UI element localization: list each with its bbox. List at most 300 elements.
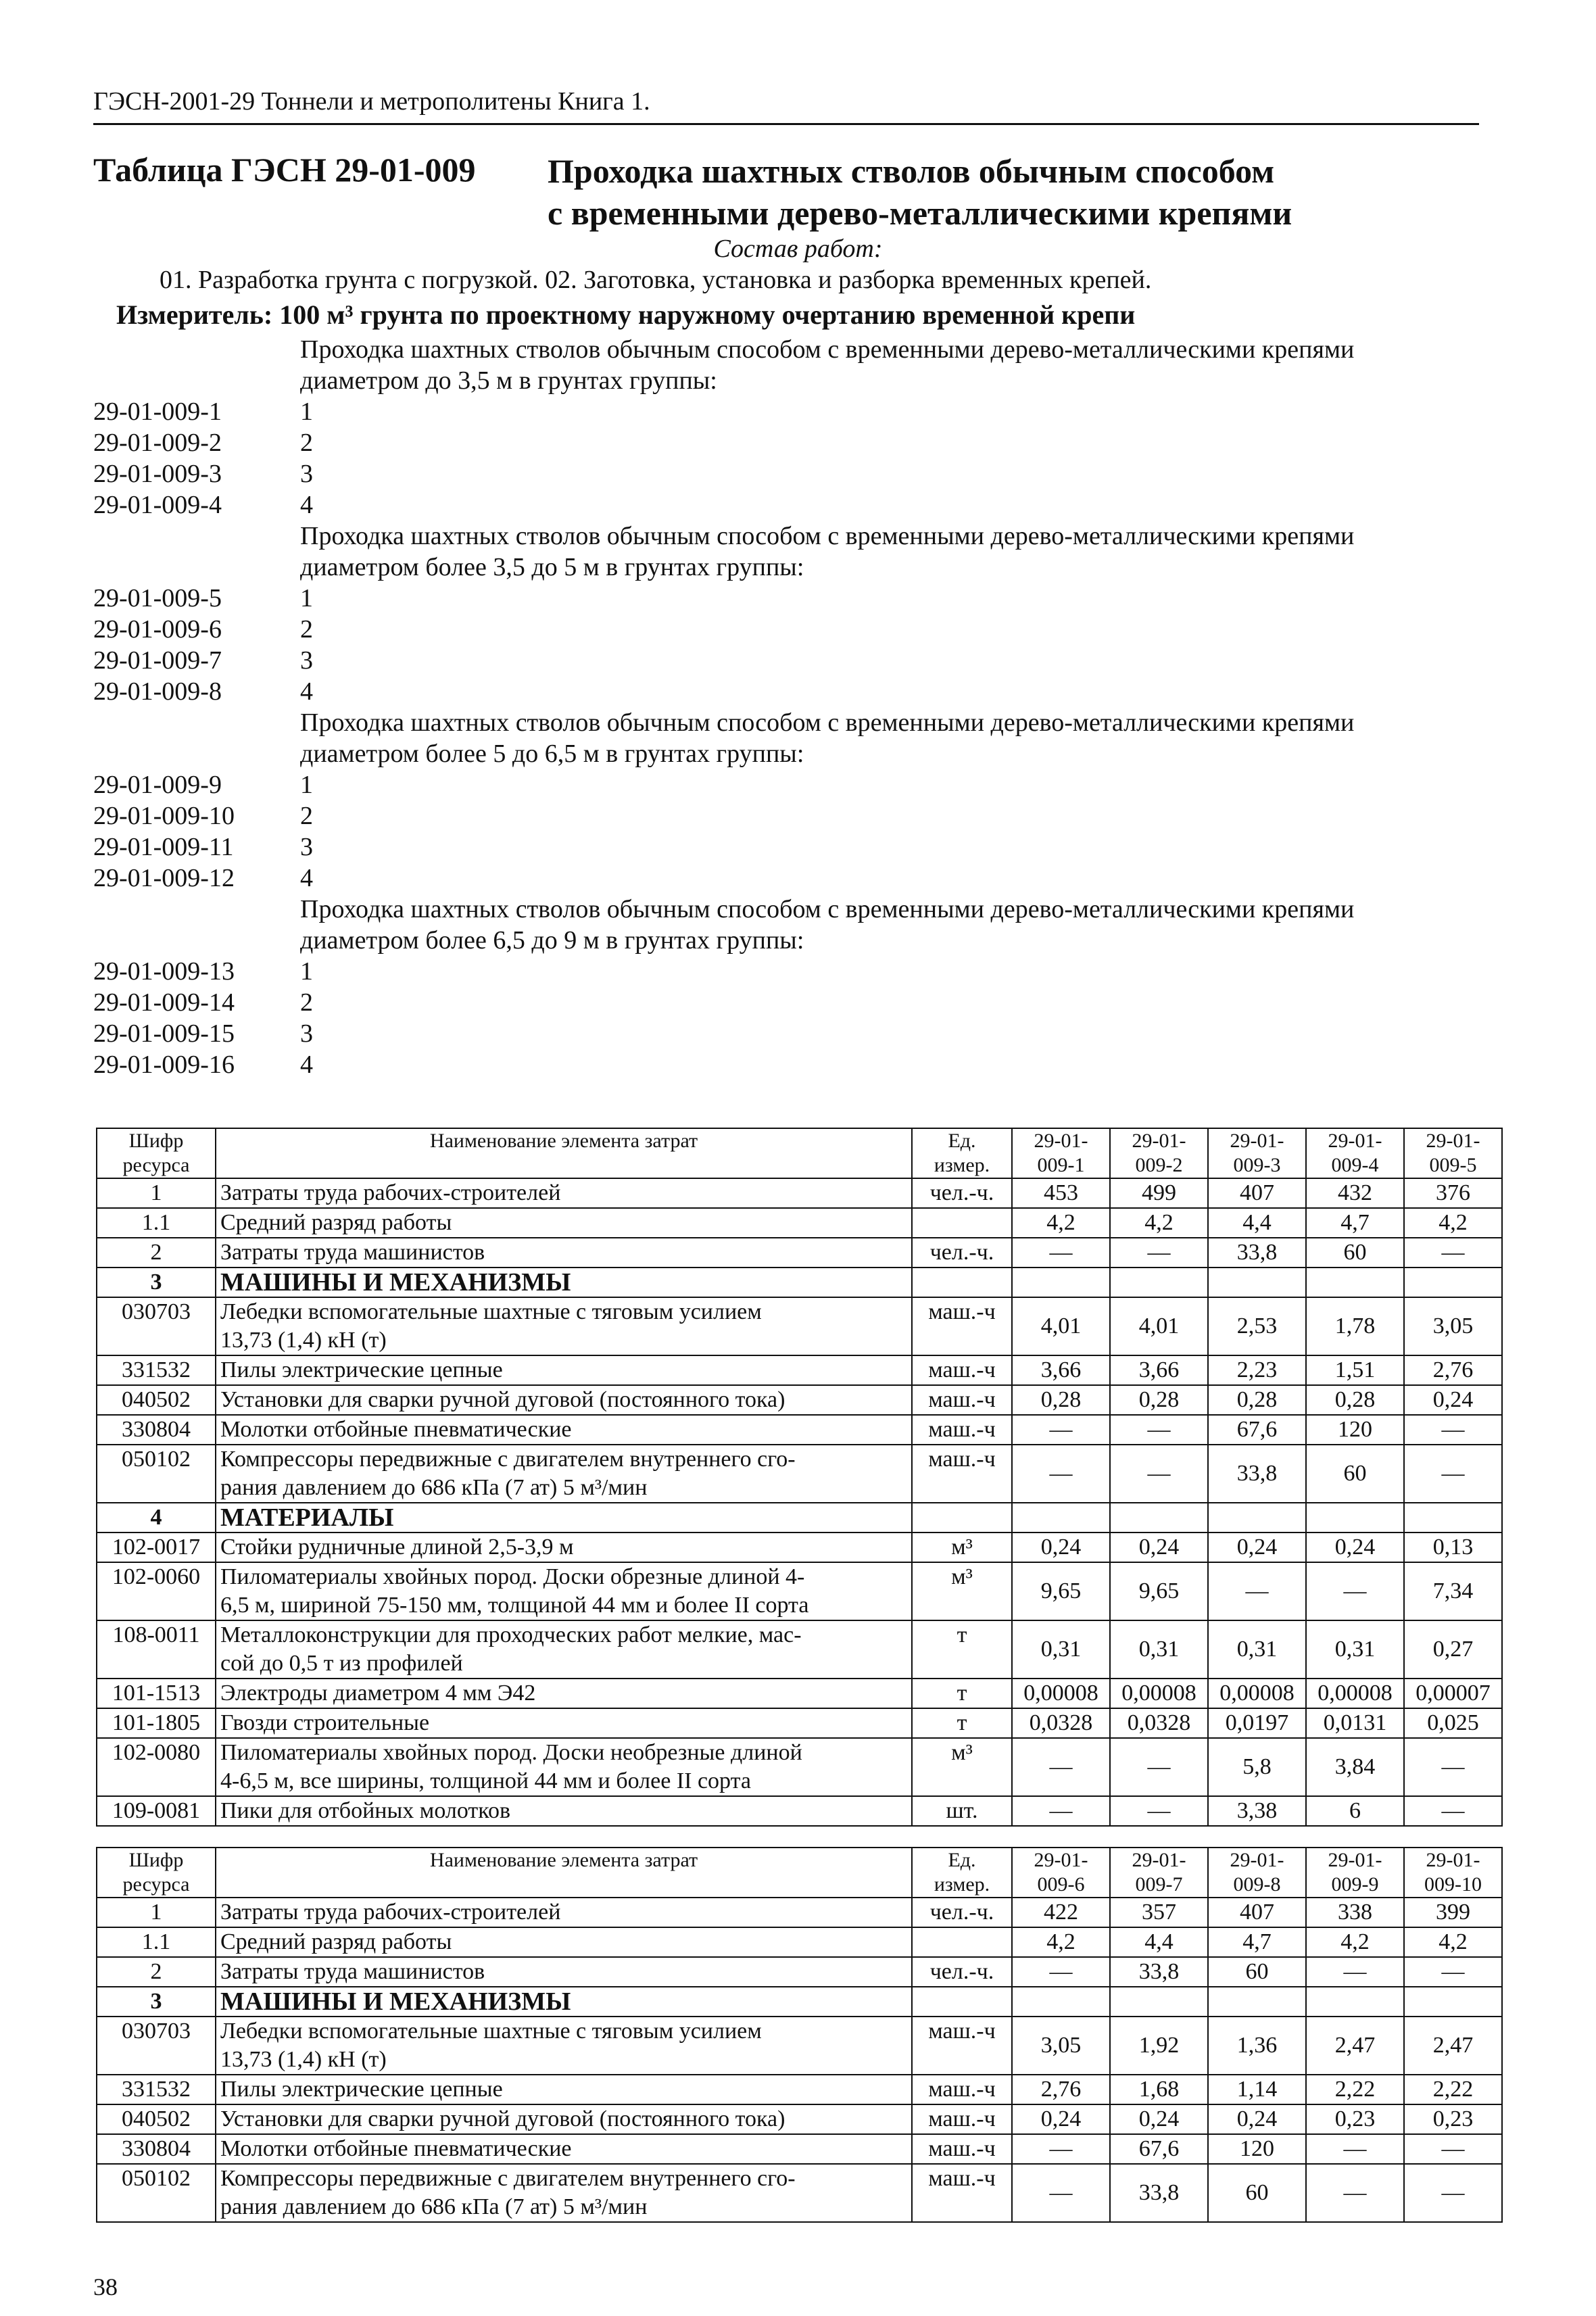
variant-soil-group: 2 xyxy=(300,615,313,644)
header-unit-line: измер. xyxy=(934,1154,990,1176)
resource-code: 3 xyxy=(97,1987,216,2017)
resource-value: 407 xyxy=(1208,1178,1306,1208)
resource-value: 0,00008 xyxy=(1110,1679,1208,1708)
header-norm-line: 009-3 xyxy=(1233,1154,1281,1176)
table-row xyxy=(97,1562,1502,1620)
resource-value: 0,00008 xyxy=(1306,1679,1404,1708)
resource-value: — xyxy=(1110,1415,1208,1445)
table-section-row xyxy=(97,1503,1502,1533)
resource-value: 60 xyxy=(1306,1445,1404,1503)
table-row xyxy=(97,1415,1502,1445)
resource-code: 040502 xyxy=(97,2104,216,2134)
header-norm-code xyxy=(1404,1128,1502,1178)
resource-value: — xyxy=(1012,1238,1110,1268)
resource-value: 0,24 xyxy=(1404,1385,1502,1415)
resource-value: 0,24 xyxy=(1012,1533,1110,1562)
group-description: диаметром более 5 до 6,5 м в грунтах группы: xyxy=(300,740,804,768)
resource-value xyxy=(1012,1987,1110,2017)
resource-value: 9,65 xyxy=(1012,1562,1110,1620)
resource-name-line: сой до 0,5 т из профилей xyxy=(220,1651,463,1676)
resource-name-line: МАШИНЫ И МЕХАНИЗМЫ xyxy=(220,1268,571,1297)
variant-group xyxy=(93,521,1486,707)
resource-value: — xyxy=(1404,2164,1502,2222)
variant-row xyxy=(93,614,1486,645)
header-rule xyxy=(93,123,1479,125)
resource-value xyxy=(1208,1503,1306,1533)
resource-value: 4,2 xyxy=(1306,1927,1404,1957)
resource-value: 60 xyxy=(1208,2164,1306,2222)
table-title-line: с временными дерево-металлическими крепями xyxy=(548,194,1292,232)
resource-name-line: рания давлением до 686 кПа (7 ат) 5 м³/мин xyxy=(220,1475,648,1500)
resource-value xyxy=(1110,1268,1208,1297)
resource-code: 330804 xyxy=(97,2134,216,2164)
table-row xyxy=(97,1679,1502,1708)
variant-soil-group: 1 xyxy=(300,584,313,612)
header-norm-line: 009-10 xyxy=(1424,1873,1482,1896)
resource-name-line: 13,73 (1,4) кН (т) xyxy=(220,2047,387,2072)
resource-value: 1,78 xyxy=(1306,1297,1404,1355)
resource-unit: маш.-ч xyxy=(912,2104,1012,2134)
resource-code: 2 xyxy=(97,1238,216,1268)
resource-code: 101-1513 xyxy=(97,1679,216,1708)
variant-code: 29-01-009-4 xyxy=(93,491,222,519)
resource-value: — xyxy=(1110,1238,1208,1268)
resource-value: 0,28 xyxy=(1110,1385,1208,1415)
group-description: диаметром более 3,5 до 5 м в грунтах группы: xyxy=(300,553,804,581)
resource-value: 0,00008 xyxy=(1208,1679,1306,1708)
header-norm-code xyxy=(1110,1128,1208,1178)
variant-row xyxy=(93,458,1486,489)
header-unit xyxy=(912,1848,1012,1898)
header-code-line: ресурса xyxy=(122,1873,190,1896)
resource-value: 33,8 xyxy=(1208,1238,1306,1268)
resource-value: — xyxy=(1306,2164,1404,2222)
resource-value: 3,84 xyxy=(1306,1738,1404,1796)
resource-value: — xyxy=(1208,1562,1306,1620)
variant-soil-group: 1 xyxy=(300,957,313,986)
resource-value: 0,24 xyxy=(1306,1533,1404,1562)
resource-name xyxy=(216,1385,912,1415)
table-title xyxy=(548,150,1292,234)
header-norm-code xyxy=(1404,1848,1502,1898)
header-norm-code xyxy=(1306,1128,1404,1178)
resource-unit: маш.-ч xyxy=(912,1415,1012,1445)
variant-code: 29-01-009-5 xyxy=(93,584,222,612)
group-description: Проходка шахтных стволов обычным способом с временными дерево-металлическими крепями xyxy=(300,708,1355,737)
resource-value xyxy=(1012,1268,1110,1297)
resource-value: 0,24 xyxy=(1208,2104,1306,2134)
header-unit xyxy=(912,1128,1012,1178)
group-description: Проходка шахтных стволов обычным способом с временными дерево-металлическими крепями xyxy=(300,335,1355,364)
resource-name xyxy=(216,1796,912,1826)
variant-soil-group: 2 xyxy=(300,988,313,1017)
resource-name-line: Стойки рудничные длиной 2,5-3,9 м xyxy=(220,1535,574,1560)
resource-value: — xyxy=(1110,1738,1208,1796)
resource-value: 0,0328 xyxy=(1012,1708,1110,1738)
header-norm-code xyxy=(1208,1128,1306,1178)
resource-unit: маш.-ч xyxy=(912,1445,1012,1503)
header-norm-line: 009-7 xyxy=(1135,1873,1183,1896)
resource-value: 33,8 xyxy=(1110,1957,1208,1987)
resource-name-line: Металлоконструкции для проходческих работ мелкие, мас- xyxy=(220,1622,802,1647)
variant-code: 29-01-009-7 xyxy=(93,646,222,675)
resource-value: 0,28 xyxy=(1208,1385,1306,1415)
table-section-row xyxy=(97,1268,1502,1297)
resource-unit: м³ xyxy=(912,1738,1012,1796)
resource-value: — xyxy=(1404,1415,1502,1445)
resource-value: 3,05 xyxy=(1404,1297,1502,1355)
resource-name xyxy=(216,1987,912,2017)
resource-unit xyxy=(912,1927,1012,1957)
resource-value: — xyxy=(1404,2134,1502,2164)
header-norm-line: 009-1 xyxy=(1037,1154,1085,1176)
resource-value: 0,31 xyxy=(1306,1620,1404,1679)
resource-value: 0,00008 xyxy=(1012,1679,1110,1708)
variant-group xyxy=(93,334,1486,521)
group-description: диаметром до 3,5 м в грунтах группы: xyxy=(300,366,717,395)
table-header-row xyxy=(97,1848,1502,1898)
resource-code: 1 xyxy=(97,1178,216,1208)
variant-code: 29-01-009-6 xyxy=(93,615,222,644)
resource-name-line: Затраты труда рабочих-строителей xyxy=(220,1180,561,1205)
resource-value: 4,7 xyxy=(1208,1927,1306,1957)
resource-name xyxy=(216,1927,912,1957)
resource-value: 120 xyxy=(1306,1415,1404,1445)
resource-code: 101-1805 xyxy=(97,1708,216,1738)
resource-value: — xyxy=(1012,1738,1110,1796)
table-row xyxy=(97,1385,1502,1415)
variant-code: 29-01-009-3 xyxy=(93,460,222,488)
resource-name-line: Лебедки вспомогательные шахтные с тяговым усилием xyxy=(220,2019,762,2044)
variant-row xyxy=(93,1018,1486,1049)
resource-name xyxy=(216,1445,912,1503)
resource-value: 0,31 xyxy=(1012,1620,1110,1679)
resource-unit: чел.-ч. xyxy=(912,1957,1012,1987)
resource-value: 1,36 xyxy=(1208,2017,1306,2075)
resource-name-line: Средний разряд работы xyxy=(220,1929,452,1954)
resource-name xyxy=(216,2075,912,2104)
resource-name-line: 4-6,5 м, все ширины, толщиной 44 мм и более II сорта xyxy=(220,1768,751,1793)
resource-value: 0,23 xyxy=(1404,2104,1502,2134)
resource-value: 407 xyxy=(1208,1898,1306,1927)
variant-code: 29-01-009-12 xyxy=(93,864,235,892)
resource-name xyxy=(216,2134,912,2164)
resource-name-line: Молотки отбойные пневматические xyxy=(220,2136,572,2161)
variant-code: 29-01-009-15 xyxy=(93,1019,235,1048)
resource-unit: маш.-ч xyxy=(912,2017,1012,2075)
resource-value xyxy=(1306,1987,1404,2017)
variant-soil-group: 2 xyxy=(300,802,313,830)
resource-value xyxy=(1208,1987,1306,2017)
table-section-row xyxy=(97,1987,1502,2017)
table-row xyxy=(97,1445,1502,1503)
resource-name xyxy=(216,1355,912,1385)
resource-value: 0,24 xyxy=(1012,2104,1110,2134)
resource-unit: т xyxy=(912,1620,1012,1679)
work-composition-heading: Состав работ: xyxy=(713,235,883,263)
resource-unit: чел.-ч. xyxy=(912,1898,1012,1927)
resource-name xyxy=(216,1178,912,1208)
header-norm-line: 29-01- xyxy=(1132,1849,1186,1871)
resource-value: 357 xyxy=(1110,1898,1208,1927)
header-norm-line: 009-8 xyxy=(1233,1873,1281,1896)
resource-unit: маш.-ч xyxy=(912,1385,1012,1415)
table-row xyxy=(97,1957,1502,1987)
resource-name-line: Гвозди строительные xyxy=(220,1710,430,1735)
resource-name xyxy=(216,1238,912,1268)
resource-code: 331532 xyxy=(97,2075,216,2104)
resource-value: 376 xyxy=(1404,1178,1502,1208)
resource-value: 1,14 xyxy=(1208,2075,1306,2104)
resource-value: 3,05 xyxy=(1012,2017,1110,2075)
resource-name-line: 13,73 (1,4) кН (т) xyxy=(220,1328,387,1353)
resource-value: — xyxy=(1404,1796,1502,1826)
variant-row xyxy=(93,800,1486,831)
resource-value: — xyxy=(1012,1415,1110,1445)
table-row xyxy=(97,1355,1502,1385)
resource-value: — xyxy=(1306,1562,1404,1620)
resource-value: 60 xyxy=(1208,1957,1306,1987)
variant-soil-group: 3 xyxy=(300,460,313,488)
resource-value: 2,76 xyxy=(1404,1355,1502,1385)
variant-code: 29-01-009-16 xyxy=(93,1051,235,1079)
resource-name xyxy=(216,1297,912,1355)
header-norm-line: 009-2 xyxy=(1135,1154,1183,1176)
resource-value xyxy=(1110,1987,1208,2017)
table-header-row xyxy=(97,1128,1502,1178)
resource-value: 0,24 xyxy=(1208,1533,1306,1562)
resource-unit: м³ xyxy=(912,1562,1012,1620)
cost-table-1 xyxy=(96,1128,1503,1827)
resource-name-line: Пилы электрические цепные xyxy=(220,1357,503,1382)
resource-value: 2,22 xyxy=(1404,2075,1502,2104)
resource-value: — xyxy=(1306,1957,1404,1987)
resource-unit xyxy=(912,1208,1012,1238)
resource-code: 102-0017 xyxy=(97,1533,216,1562)
resource-code: 102-0060 xyxy=(97,1562,216,1620)
header-norm-code xyxy=(1208,1848,1306,1898)
resource-name xyxy=(216,1738,912,1796)
resource-name xyxy=(216,1957,912,1987)
header-norm-line: 29-01- xyxy=(1132,1130,1186,1152)
header-norm-line: 29-01- xyxy=(1426,1130,1480,1152)
header-code xyxy=(97,1128,216,1178)
table-row xyxy=(97,1533,1502,1562)
variant-row xyxy=(93,863,1486,894)
resource-value: 0,24 xyxy=(1110,1533,1208,1562)
resource-unit: маш.-ч xyxy=(912,2075,1012,2104)
variant-row xyxy=(93,831,1486,863)
variant-soil-group: 2 xyxy=(300,429,313,457)
resource-unit: чел.-ч. xyxy=(912,1178,1012,1208)
resource-name-line: Молотки отбойные пневматические xyxy=(220,1417,572,1442)
resource-name-line: Пики для отбойных молотков xyxy=(220,1798,511,1823)
resource-code: 1.1 xyxy=(97,1208,216,1238)
resource-name xyxy=(216,2164,912,2222)
resource-value xyxy=(1110,1503,1208,1533)
group-description: Проходка шахтных стволов обычным способом с временными дерево-металлическими крепями xyxy=(300,895,1355,923)
resource-value: 9,65 xyxy=(1110,1562,1208,1620)
header-code-line: Шифр xyxy=(128,1849,184,1871)
resource-value: — xyxy=(1404,1738,1502,1796)
table-title-line: Проходка шахтных стволов обычным способом xyxy=(548,152,1275,190)
header-code-line: ресурса xyxy=(122,1154,190,1176)
resource-value: 1,92 xyxy=(1110,2017,1208,2075)
resource-name-line: рания давлением до 686 кПа (7 ат) 5 м³/мин xyxy=(220,2194,648,2219)
variant-row xyxy=(93,769,1486,800)
resource-code: 330804 xyxy=(97,1415,216,1445)
resource-value: 1,51 xyxy=(1306,1355,1404,1385)
resource-value: 0,27 xyxy=(1404,1620,1502,1679)
resource-name-line: Затраты труда рабочих-строителей xyxy=(220,1900,561,1925)
resource-value xyxy=(1404,1503,1502,1533)
header-unit-line: Ед. xyxy=(948,1130,976,1152)
resource-value: — xyxy=(1012,2164,1110,2222)
resource-value: 3,66 xyxy=(1110,1355,1208,1385)
resource-value: — xyxy=(1012,1796,1110,1826)
resource-value: 338 xyxy=(1306,1898,1404,1927)
resource-code: 040502 xyxy=(97,1385,216,1415)
resource-code: 2 xyxy=(97,1957,216,1987)
variant-group xyxy=(93,894,1486,1080)
resource-value xyxy=(1404,1987,1502,2017)
resource-value: 499 xyxy=(1110,1178,1208,1208)
resource-value: 0,0328 xyxy=(1110,1708,1208,1738)
resource-value: 3,38 xyxy=(1208,1796,1306,1826)
resource-unit xyxy=(912,1503,1012,1533)
resource-code: 109-0081 xyxy=(97,1796,216,1826)
header-code-line: Шифр xyxy=(128,1130,184,1152)
resource-name xyxy=(216,1268,912,1297)
resource-code: 4 xyxy=(97,1503,216,1533)
resource-code: 030703 xyxy=(97,1297,216,1355)
resource-code: 3 xyxy=(97,1268,216,1297)
variant-row xyxy=(93,427,1486,458)
variant-soil-group: 3 xyxy=(300,1019,313,1048)
resource-unit: м³ xyxy=(912,1533,1012,1562)
group-description: диаметром более 6,5 до 9 м в грунтах группы: xyxy=(300,926,804,955)
table-code: Таблица ГЭСН 29-01-009 xyxy=(93,151,476,189)
resource-name xyxy=(216,1898,912,1927)
running-header: ГЭСН-2001-29 Тоннели и метрополитены Книга 1. xyxy=(93,87,650,116)
resource-name-line: Установки для сварки ручной дуговой (постоянного тока) xyxy=(220,2106,785,2131)
resource-value: 453 xyxy=(1012,1178,1110,1208)
header-norm-line: 009-9 xyxy=(1331,1873,1379,1896)
resource-value: 5,8 xyxy=(1208,1738,1306,1796)
header-norm-code xyxy=(1306,1848,1404,1898)
header-norm-line: 29-01- xyxy=(1328,1130,1382,1152)
resource-value: 4,2 xyxy=(1012,1208,1110,1238)
resource-unit: чел.-ч. xyxy=(912,1238,1012,1268)
resource-value: 2,23 xyxy=(1208,1355,1306,1385)
resource-value xyxy=(1208,1268,1306,1297)
resource-value: 399 xyxy=(1404,1898,1502,1927)
header-norm-line: 009-6 xyxy=(1037,1873,1085,1896)
variant-code: 29-01-009-8 xyxy=(93,677,222,706)
resource-name xyxy=(216,1208,912,1238)
resource-value: 4,2 xyxy=(1404,1208,1502,1238)
resource-name-line: Лебедки вспомогательные шахтные с тяговым усилием xyxy=(220,1299,762,1324)
resource-value: 0,24 xyxy=(1110,2104,1208,2134)
variant-row xyxy=(93,396,1486,427)
header-norm-line: 009-5 xyxy=(1429,1154,1477,1176)
header-norm-line: 29-01- xyxy=(1426,1849,1480,1871)
header-norm-code xyxy=(1012,1128,1110,1178)
resource-value: 2,22 xyxy=(1306,2075,1404,2104)
resource-name-line: Компрессоры передвижные с двигателем внутреннего сго- xyxy=(220,2166,796,2191)
resource-value: 4,2 xyxy=(1012,1927,1110,1957)
resource-value: 0,28 xyxy=(1012,1385,1110,1415)
resource-code: 1 xyxy=(97,1898,216,1927)
resource-name xyxy=(216,1562,912,1620)
header-unit-line: измер. xyxy=(934,1873,990,1896)
work-composition-text: 01. Разработка грунта с погрузкой. 02. Заготовка, установка и разборка временных крепей. xyxy=(160,266,1152,294)
table-row xyxy=(97,2017,1502,2075)
table-row xyxy=(97,1178,1502,1208)
resource-value xyxy=(1012,1503,1110,1533)
resource-value: — xyxy=(1012,2134,1110,2164)
resource-unit: т xyxy=(912,1679,1012,1708)
table-row xyxy=(97,1898,1502,1927)
resource-value: 0,00007 xyxy=(1404,1679,1502,1708)
resource-name-line: Пиломатериалы хвойных пород. Доски обрезные длиной 4- xyxy=(220,1564,805,1589)
resource-value: 7,34 xyxy=(1404,1562,1502,1620)
resource-value: 422 xyxy=(1012,1898,1110,1927)
header-norm-line: 29-01- xyxy=(1328,1849,1382,1871)
resource-name-line: МАТЕРИАЛЫ xyxy=(220,1503,394,1532)
header-norm-line: 009-4 xyxy=(1331,1154,1379,1176)
table-row xyxy=(97,1738,1502,1796)
resource-value: 0,28 xyxy=(1306,1385,1404,1415)
measurement-unit: Измеритель: 100 м³ грунта по проектному наружному очертанию временной крепи xyxy=(116,299,1136,330)
table-row xyxy=(97,1238,1502,1268)
resource-name xyxy=(216,1708,912,1738)
variant-group xyxy=(93,707,1486,894)
resource-value: 6 xyxy=(1306,1796,1404,1826)
resource-value: 2,47 xyxy=(1306,2017,1404,2075)
resource-unit: т xyxy=(912,1708,1012,1738)
resource-name-line: Затраты труда машинистов xyxy=(220,1240,485,1265)
group-description: Проходка шахтных стволов обычным способом с временными дерево-металлическими крепями xyxy=(300,522,1355,550)
header-norm-code xyxy=(1012,1848,1110,1898)
cost-table-2 xyxy=(96,1847,1503,2223)
header-norm-line: 29-01- xyxy=(1034,1130,1088,1152)
resource-unit: маш.-ч xyxy=(912,1297,1012,1355)
variant-code: 29-01-009-10 xyxy=(93,802,235,830)
resource-value: 0,31 xyxy=(1208,1620,1306,1679)
resource-unit: маш.-ч xyxy=(912,2134,1012,2164)
resource-code: 030703 xyxy=(97,2017,216,2075)
resource-value: — xyxy=(1012,1445,1110,1503)
variant-list xyxy=(93,334,1486,1080)
resource-name xyxy=(216,1415,912,1445)
variant-soil-group: 4 xyxy=(300,491,313,519)
resource-unit: шт. xyxy=(912,1796,1012,1826)
variant-row xyxy=(93,489,1486,521)
resource-value: — xyxy=(1110,1796,1208,1826)
variant-code: 29-01-009-11 xyxy=(93,833,234,861)
variant-code: 29-01-009-2 xyxy=(93,429,222,457)
resource-name xyxy=(216,1503,912,1533)
variant-row xyxy=(93,583,1486,614)
resource-name xyxy=(216,2017,912,2075)
resource-name-line: Затраты труда машинистов xyxy=(220,1959,485,1984)
header-norm-line: 29-01- xyxy=(1230,1849,1284,1871)
resource-value: — xyxy=(1110,1445,1208,1503)
resource-value: 0,0131 xyxy=(1306,1708,1404,1738)
resource-value: 1,68 xyxy=(1110,2075,1208,2104)
resource-name xyxy=(216,1679,912,1708)
